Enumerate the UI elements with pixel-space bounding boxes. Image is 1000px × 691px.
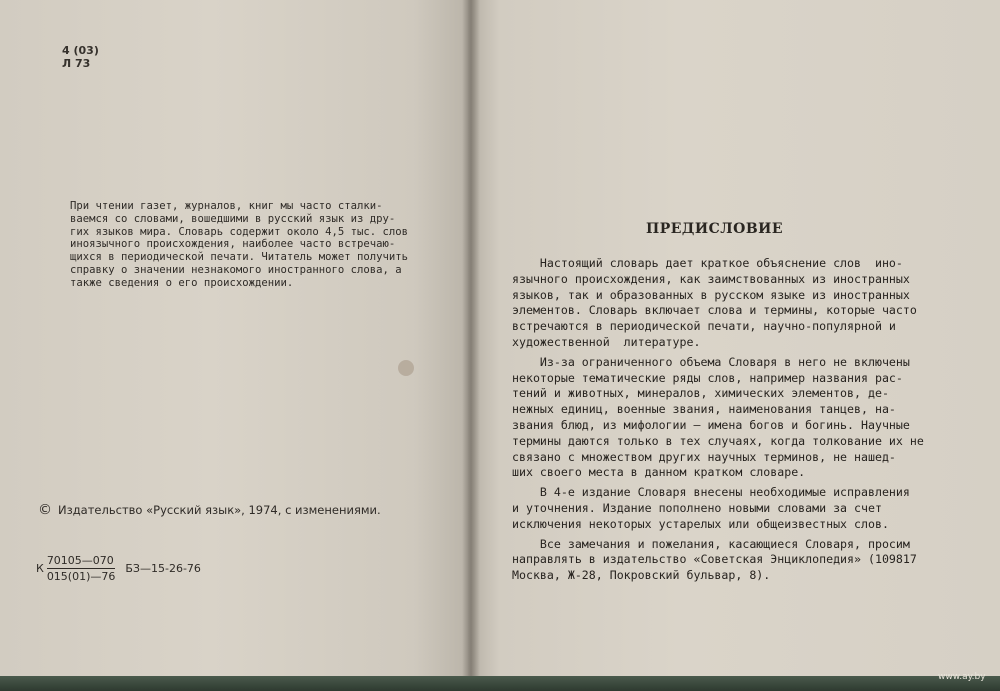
preface-line: встречаются в периодической печати, научно-популярной и	[512, 319, 896, 334]
preface-line: и уточнения. Издание пополнено новыми словами за счет	[512, 500, 882, 515]
annotation-line: ваемся со словами, вошедшими в русский язык из дру-	[70, 212, 396, 225]
watermark: www.ay.by	[938, 672, 986, 682]
preface-title: ПРЕДИСЛОВИЕ	[646, 221, 784, 237]
preface-line: Из-за ограниченного объема Словаря в него не включены	[512, 354, 910, 369]
preface-line: термины даются только в тех случаях, когда толкование их не	[512, 433, 924, 448]
preface-line: нежных единиц, военные звания, наименования танцев, на-	[512, 402, 896, 417]
copyright-symbol: ©	[38, 502, 52, 518]
left-page	[0, 0, 470, 678]
book-gutter	[462, 0, 480, 686]
udc-line: 4 (03)	[62, 44, 99, 57]
preface-line: языков, так и образованных в русском языке из иностранных	[512, 287, 910, 302]
preface-line: звания блюд, из мифологии — имена богов и богинь. Научные	[512, 417, 910, 432]
preface-line: В 4-е издание Словаря внесены необходимые исправления	[512, 485, 910, 500]
publication-index	[36, 554, 201, 583]
annotation-line: также сведения о его происхождении.	[70, 276, 294, 289]
index-denominator: 015(01)—76	[46, 570, 116, 583]
annotation-line: При чтении газет, журналов, книг мы часто сталки-	[70, 200, 383, 212]
preface-line: элементов. Словарь включает слова и термины, которые часто	[512, 303, 917, 318]
book-cover-edge	[0, 676, 1000, 691]
preface-line: художественной литературе.	[512, 334, 701, 349]
preface-paragraph	[512, 355, 962, 481]
annotation-line: справку о значении незнакомого иностранного слова, а	[70, 263, 402, 276]
preface-line: Все замечания и пожелания, касающиеся Словаря, просим	[512, 536, 910, 551]
preface-text	[512, 256, 962, 588]
preface-line: некоторые тематические ряды слов, например названия рас-	[512, 370, 903, 385]
preface-line: язычного происхождения, как заимствованных из иностранных	[512, 271, 910, 286]
preface-paragraph	[512, 485, 962, 532]
preface-line: тений и животных, минералов, химических элементов, де-	[512, 386, 889, 401]
annotation-line: иноязычного происхождения, наиболее часто встречаю-	[70, 238, 396, 251]
preface-line: направлять в издательство «Советская Энциклопедия» (109817	[512, 552, 917, 567]
preface-paragraph	[512, 256, 962, 351]
copyright-text: Издательство «Русский язык», 1974, с изменениями.	[58, 503, 381, 517]
book-annotation	[70, 200, 450, 290]
annotation-line: гих языков мира. Словарь содержит около 4,5 тыс. слов	[70, 225, 409, 238]
udc-line: Л 73	[62, 57, 91, 70]
paper-stain	[398, 360, 414, 376]
preface-line: ших своего места в данном кратком словаре.	[512, 465, 806, 480]
preface-line: связано с множеством других научных терминов, не нашед-	[512, 449, 896, 464]
index-code: БЗ—15-26-76	[125, 562, 201, 575]
annotation-line: щихся в периодической печати. Читатель может получить	[70, 251, 409, 264]
preface-paragraph	[512, 537, 962, 584]
preface-line: Москва, Ж-28, Покровский бульвар, 8).	[512, 568, 771, 583]
index-letter: К	[36, 562, 44, 575]
udc-classification	[62, 44, 99, 70]
index-fraction	[47, 554, 116, 583]
preface-line: Настоящий словарь дает краткое объяснение слов ино-	[512, 256, 903, 270]
preface-line: исключения некоторых устарелых или общеизвестных слов.	[512, 516, 889, 531]
index-numerator: 70105—070	[46, 554, 114, 567]
copyright-notice	[38, 502, 381, 518]
